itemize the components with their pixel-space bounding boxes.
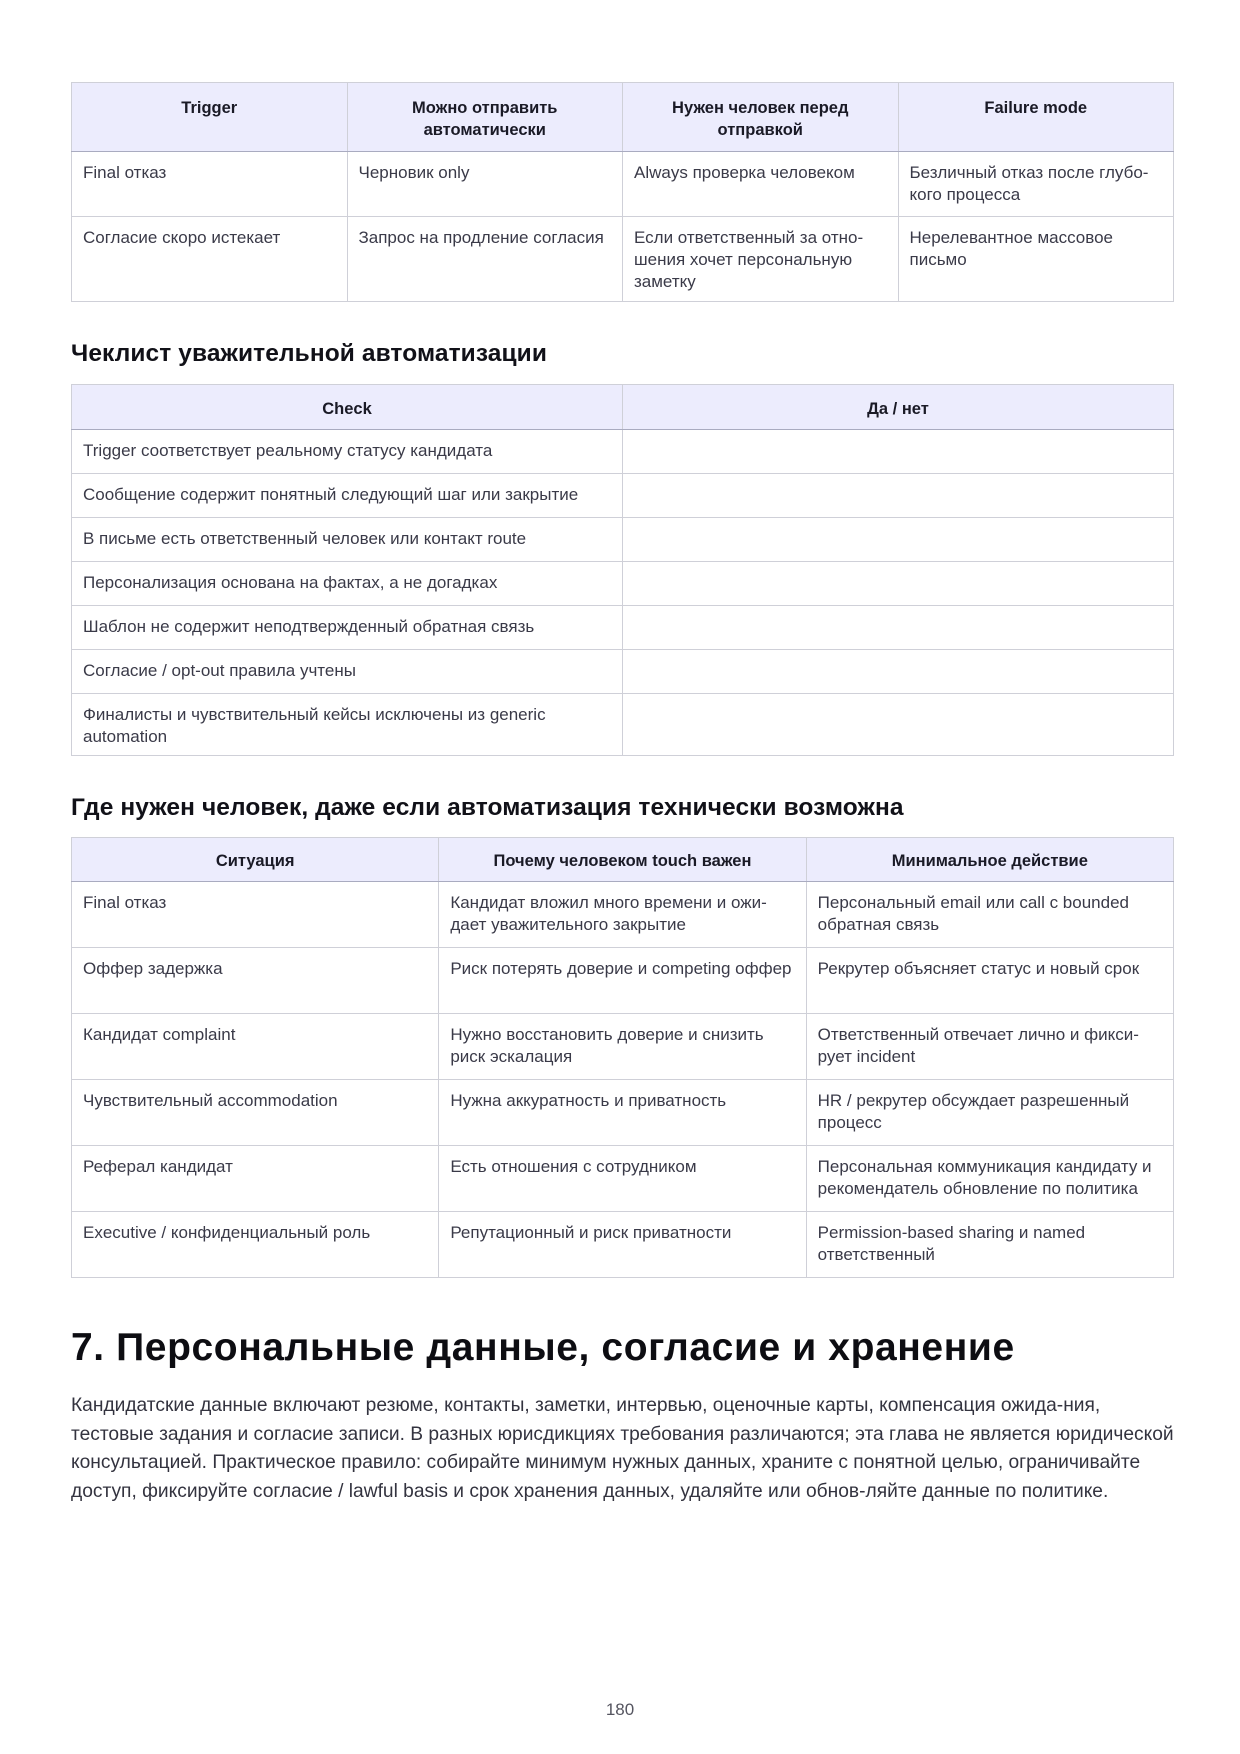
table-cell: Рекрутер объясняет статус и новый срок [806,948,1173,1014]
table-row [72,1212,1174,1278]
table-cell: Если ответственный за отно-шения хочет персональную заметку [623,217,899,302]
section-title: 7. Персональные данные, согласие и хранение [71,1326,1015,1369]
table-cell: Trigger соответствует реальному статусу кандидата [72,430,623,474]
table-cell: Запрос на продление согласия [347,217,623,302]
table-row [72,650,1174,694]
table-cell: Реферал кандидат [72,1146,439,1212]
table-row [72,430,1174,474]
table-cell: Нерелевантное массовое письмо [898,217,1174,302]
column-header: Ситуация [72,838,439,882]
column-header: Check [72,385,623,430]
answer-cell [623,474,1174,518]
column-header: Да / нет [623,385,1174,430]
section-paragraph: Кандидатские данные включают резюме, контакты, заметки, интервью, оценочные карты, компенсация ожида-ния, тестовые задания и согласие записи. В разных юрисдикциях требования различаются; эта глава не является юридической консультацией. Практическое правило: собирайте минимум нужных данных, храните с понятной целью, ограничивайте доступ, фиксируйте согласие / lawful basis и срок хранения данных, удаляйте или обнов-ляйте данные по политике. [71,1395,1174,1502]
table-cell: Сообщение содержит понятный следующий шаг или закрытие [72,474,623,518]
column-header: Минимальное действие [806,838,1173,882]
answer-cell [623,606,1174,650]
checklist-heading: Чеклист уважительной автоматизации [71,340,547,367]
column-header: Почему человеком touch важен [439,838,806,882]
table-cell: Шаблон не содержит неподтвержденный обратная связь [72,606,623,650]
table-cell: HR / рекрутер обсуждает разрешенный процесс [806,1080,1173,1146]
table-row [72,474,1174,518]
answer-cell [623,650,1174,694]
answer-cell [623,562,1174,606]
table-row [72,1146,1174,1212]
table-cell: Always проверка человеком [623,152,899,217]
column-header: Failure mode [898,83,1174,152]
answer-cell [623,694,1174,756]
page-number: 180 [605,1700,635,1719]
table-cell: Согласие скоро истекает [72,217,348,302]
table-row [72,152,1174,217]
table-cell: Есть отношения с сотрудником [439,1146,806,1212]
table-row [72,1080,1174,1146]
table-row [72,1014,1174,1080]
table-cell: Final отказ [72,882,439,948]
table-cell: Безличный отказ после глубо-кого процесса [898,152,1174,217]
automation-triggers-table [71,82,1174,302]
table-cell: Персонализация основана на фактах, а не догадках [72,562,623,606]
table-row [72,882,1174,948]
table-cell: Permission-based sharing и named ответственный [806,1212,1173,1278]
human-needed-table [71,837,1174,1278]
table-cell: Персональный email или call с bounded обратная связь [806,882,1173,948]
table-row [72,694,1174,756]
table-cell: Нужна аккуратность и приватность [439,1080,806,1146]
table-cell: Executive / конфиденциальный роль [72,1212,439,1278]
table-row [72,518,1174,562]
table-cell: Финалисты и чувствительный кейсы исключены из generic automation [72,694,623,756]
table-cell: В письме есть ответственный человек или контакт route [72,518,623,562]
column-header: Trigger [72,83,348,152]
table-cell: Риск потерять доверие и competing оффер [439,948,806,1014]
table-cell: Персональная коммуникация кандидату и рекомендатель обновление по политика [806,1146,1173,1212]
table-cell: Final отказ [72,152,348,217]
table-cell: Чувствительный accommodation [72,1080,439,1146]
table-row [72,562,1174,606]
table-row [72,606,1174,650]
page-content [71,82,1174,1506]
table-cell: Оффер задержка [72,948,439,1014]
table-header-row [72,838,1174,882]
table-cell: Ответственный отвечает лично и фикси-рует incident [806,1014,1173,1080]
table-header-row [72,83,1174,152]
table-cell: Нужно восстановить доверие и снизить риск эскалация [439,1014,806,1080]
table-cell: Кандидат вложил много времени и ожи-дает уважительного закрытие [439,882,806,948]
table-cell: Согласие / opt-out правила учтены [72,650,623,694]
table-row [72,948,1174,1014]
answer-cell [623,518,1174,562]
table-cell: Черновик only [347,152,623,217]
human-needed-heading: Где нужен человек, даже если автоматизация технически возможна [71,794,904,821]
table-row [72,217,1174,302]
answer-cell [623,430,1174,474]
checklist-table [71,384,1174,756]
column-header: Нужен человек перед отправкой [623,83,899,152]
table-cell: Репутационный и риск приватности [439,1212,806,1278]
column-header: Можно отправить автоматически [347,83,623,152]
table-header-row [72,385,1174,430]
table-cell: Кандидат complaint [72,1014,439,1080]
